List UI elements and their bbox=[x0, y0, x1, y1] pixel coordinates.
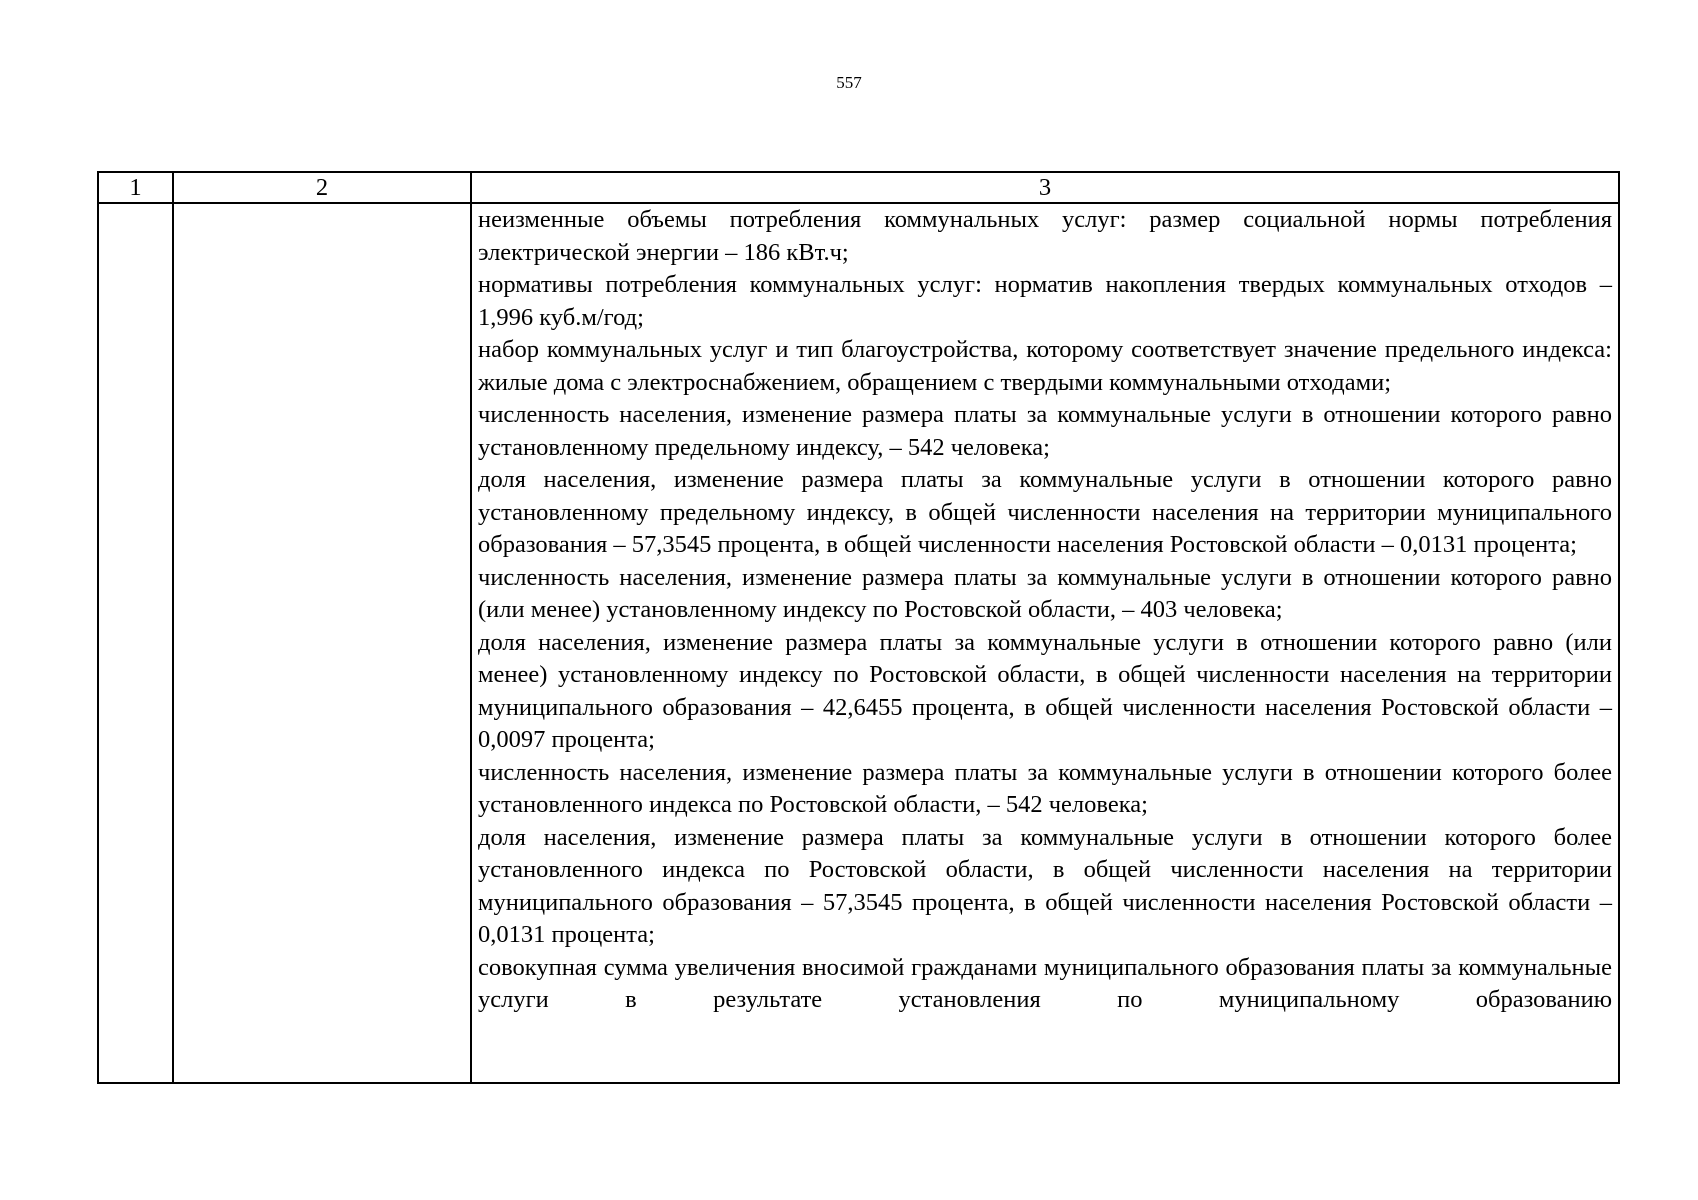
cell-column-3 bbox=[471, 203, 1619, 1083]
paragraph-population-more: численность населения, изменение размера платы за коммунальные услуги в отношении которого более установленного индекса по Ростовской области, – 542 человека; bbox=[478, 758, 1612, 818]
paragraph-services-set: набор коммунальных услуг и тип благоустройства, которому соответствует значение предельного индекса: жилые дома с электроснабжением, обращением с твердыми коммунальными отходами; bbox=[478, 336, 1612, 396]
paragraph-consumption-norms: нормативы потребления коммунальных услуг: норматив накопления твердых коммунальных отходов – 1,996 куб.м/год; bbox=[478, 271, 1612, 331]
paragraph-population-equal-or-less: численность населения, изменение размера платы за коммунальные услуги в отношении которого равно (или менее) установленному индексу по Ростовской области, – 403 человека; bbox=[478, 563, 1612, 623]
table-header-row bbox=[98, 172, 1619, 203]
paragraph-share-equal-or-less: доля населения, изменение размера платы за коммунальные услуги в отношении которого равно (или менее) установленному индексу по Ростовской области, в общей численности населения на территории муниципального образования – 42,6455 процента, в общей численности населения Ростовской области – 0,0097 процента; bbox=[478, 628, 1612, 753]
paragraph-social-norm: неизменные объемы потребления коммунальных услуг: размер социальной нормы потребления электрической энергии – 186 кВт.ч; bbox=[478, 206, 1612, 266]
paragraph-share-equal-limit: доля населения, изменение размера платы за коммунальные услуги в отношении которого равно установленному предельному индексу, в общей численности населения на территории муниципального образования – 57,3545 процента, в общей численности населения Ростовской области – 0,0131 процента; bbox=[478, 466, 1612, 558]
cell-column-2 bbox=[173, 203, 471, 1083]
column-header-1: 1 bbox=[98, 172, 173, 203]
document-table bbox=[97, 171, 1620, 1084]
table-row bbox=[98, 203, 1619, 1083]
page-number: 557 bbox=[836, 73, 862, 92]
cell-column-1 bbox=[98, 203, 173, 1083]
paragraph-total-increase: совокупная сумма увеличения вносимой гражданами муниципального образования платы за коммунальные услуги в результате установления по муниципальному образованию bbox=[478, 953, 1612, 1013]
paragraph-population-equal-limit: численность населения, изменение размера платы за коммунальные услуги в отношении которого равно установленному предельному индексу, – 542 человека; bbox=[478, 401, 1612, 461]
column-header-3: 3 bbox=[471, 172, 1619, 203]
column-header-2: 2 bbox=[173, 172, 471, 203]
paragraph-share-more: доля населения, изменение размера платы за коммунальные услуги в отношении которого более установленного индекса по Ростовской области, в общей численности населения на территории муниципального образования – 57,3545 процента, в общей численности населения Ростовской области – 0,0131 процента; bbox=[478, 823, 1612, 948]
